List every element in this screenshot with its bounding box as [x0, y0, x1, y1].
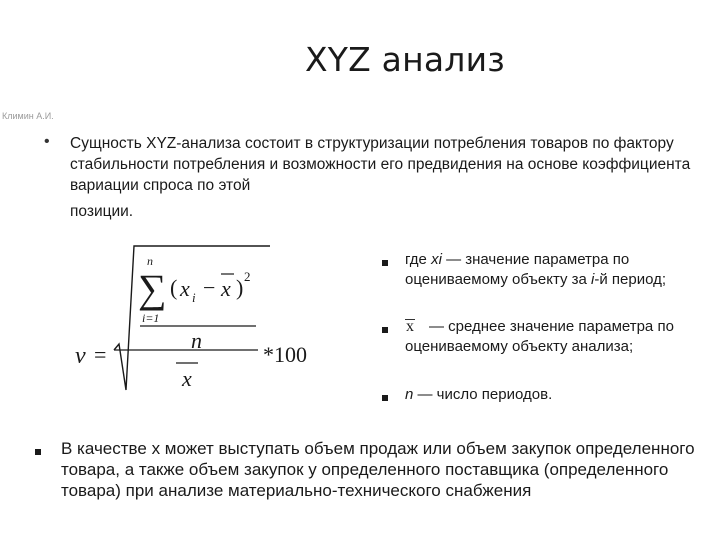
author-label: Климин А.И. [2, 111, 54, 121]
variation-coefficient-formula [70, 240, 350, 400]
definition-xi [405, 250, 710, 290]
denominator-n: n [191, 328, 202, 353]
intro-bullet: • [44, 133, 50, 150]
def1-var: xi [431, 251, 442, 268]
intro-text-last: позиции. [70, 203, 134, 220]
term-minus: − [203, 275, 216, 300]
definition-n [405, 385, 710, 405]
slide-title: XYZ анализ [305, 40, 505, 79]
sum-bottom: i=1 [142, 311, 160, 325]
usage-paragraph: В качестве х может выступать объем продаж или объем закупок определенного товара, а также объем закупок у определенного поставщика (определенного товара) при анализе материально-технического снабжения [61, 439, 695, 500]
def3-text: — число периодов. [413, 386, 553, 403]
def2-var: x [406, 318, 414, 335]
term-xbar: x [221, 276, 231, 301]
term-i: i [192, 290, 196, 305]
term-close: ) [236, 275, 244, 300]
def1-prefix: где [405, 251, 432, 268]
intro-text: Сущность XYZ-анализа состоит в структуризации потребления товаров по фактору стабильности потребления и возможности его предвидения на основе коэффициента вариации спроса по этой [70, 135, 691, 194]
bullet-square-icon [382, 260, 388, 266]
term-power: 2 [244, 269, 251, 284]
bullet-square-icon [35, 449, 41, 455]
bullet-square-icon [382, 395, 388, 401]
sum-sign: ∑ [138, 266, 167, 311]
term-open: ( [170, 275, 178, 300]
intro-text-block [70, 133, 710, 222]
definition-xbar [405, 317, 710, 357]
formula-equals: = [94, 342, 107, 367]
formula-lhs: v [75, 343, 86, 369]
def2-text: — среднее значение параметра по оцениваемому объекту анализа; [405, 318, 674, 355]
bullet-square-icon [382, 327, 388, 333]
def3-var: n [405, 386, 414, 403]
formula-times-100: *100 [263, 342, 307, 367]
sum-top: n [147, 254, 153, 268]
term-x: x [180, 276, 190, 301]
denominator-x: x [182, 366, 192, 391]
def1-text: — значение параметра по оцениваемому объекту за [405, 251, 630, 288]
def1-tail: -й период; [594, 271, 667, 288]
def1-i: i [591, 271, 595, 288]
